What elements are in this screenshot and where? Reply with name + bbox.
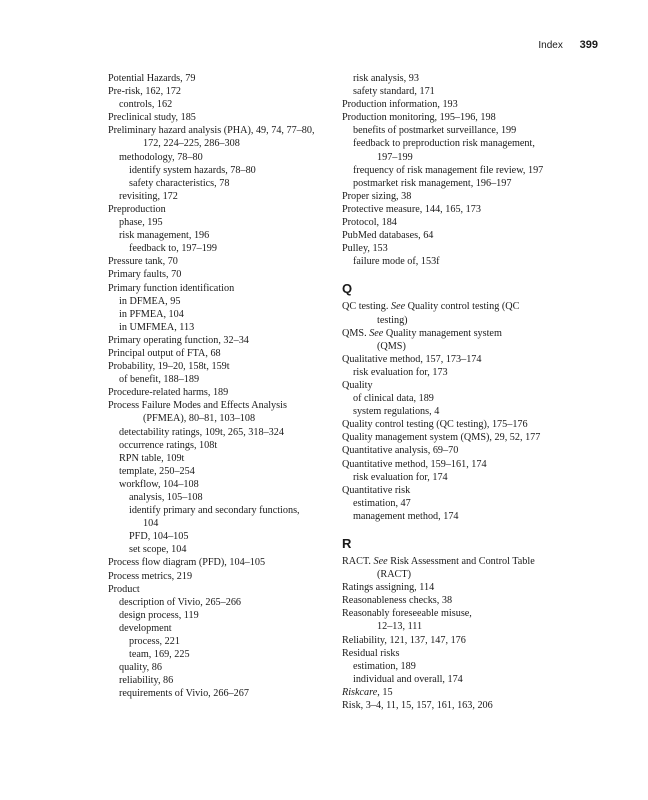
index-entry: risk evaluation for, 173 xyxy=(353,366,448,378)
index-entry: design process, 119 xyxy=(119,609,199,621)
section-label: Index xyxy=(538,40,563,51)
index-entry: in PFMEA, 104 xyxy=(119,308,184,320)
index-entry: Quantitative method, 159–161, 174 xyxy=(342,458,487,470)
index-entry: Reliability, 121, 137, 147, 176 xyxy=(342,634,466,646)
index-entry: estimation, 47 xyxy=(353,497,411,509)
index-entry: Preliminary hazard analysis (PHA), 49, 74, 77–80, xyxy=(108,125,315,137)
index-entry: quality, 86 xyxy=(119,662,162,674)
index-entry: reliability, 86 xyxy=(119,675,174,687)
index-entry: detectability ratings, 109t, 265, 318–324 xyxy=(119,426,284,438)
index-entry: template, 250–254 xyxy=(119,465,195,477)
section-letter: R xyxy=(342,536,352,551)
index-entry: Quantitative analysis, 69–70 xyxy=(342,445,459,457)
index-entry: Primary faults, 70 xyxy=(108,269,182,281)
index-entry: Pressure tank, 70 xyxy=(108,256,178,268)
index-entry: Quality control testing (QC testing), 175–176 xyxy=(342,419,528,431)
index-entry: (PFMEA), 80–81, 103–108 xyxy=(143,413,256,425)
index-entry: Reasonableness checks, 38 xyxy=(342,595,453,607)
index-entry: Riskcare, 15 xyxy=(342,686,393,698)
index-entry: safety standard, 171 xyxy=(353,86,435,98)
index-entry: in DFMEA, 95 xyxy=(119,295,181,307)
index-entry: Protective measure, 144, 165, 173 xyxy=(342,203,481,215)
index-entry: team, 169, 225 xyxy=(129,649,190,661)
index-entry: of benefit, 188–189 xyxy=(119,374,200,386)
index-entry: Principal output of FTA, 68 xyxy=(108,347,221,359)
index-entry: Process Failure Modes and Effects Analysis xyxy=(108,400,287,412)
index-entry: 104 xyxy=(143,518,159,530)
index-entry: RPN table, 109t xyxy=(119,452,185,464)
index-entry: Primary operating function, 32–34 xyxy=(108,334,249,346)
index-entry: frequency of risk management file review, 197 xyxy=(353,164,544,176)
index-entry: 172, 224–225, 286–308 xyxy=(143,138,240,150)
page-number: 399 xyxy=(579,39,598,51)
index-entry: development xyxy=(119,622,172,634)
index-entry: process, 221 xyxy=(129,636,180,648)
index-entry: Primary function identification xyxy=(108,282,235,294)
index-entry: RACT. See Risk Assessment and Control Table xyxy=(342,556,535,567)
index-entry: estimation, 189 xyxy=(353,660,416,672)
index-entry: methodology, 78–80 xyxy=(119,151,203,163)
index-entry: phase, 195 xyxy=(119,217,163,229)
index-entry: feedback to preproduction risk management, xyxy=(353,138,535,150)
index-entry: system regulations, 4 xyxy=(353,406,440,418)
index-column-right xyxy=(342,72,592,712)
index-entry: identify primary and secondary functions, xyxy=(129,505,300,517)
index-entry: 12–13, 111 xyxy=(377,621,423,633)
index-entry: Preproduction xyxy=(108,203,166,215)
index-entry: risk management, 196 xyxy=(119,230,210,242)
index-entry: Qualitative method, 157, 173–174 xyxy=(342,353,482,365)
index-entry: feedback to, 197–199 xyxy=(129,243,217,255)
index-entry: identify system hazards, 78–80 xyxy=(129,164,256,176)
index-entry: controls, 162 xyxy=(119,99,173,111)
index-entry: Quality management system (QMS), 29, 52, 177 xyxy=(342,432,541,444)
index-entry: Preclinical study, 185 xyxy=(108,112,196,124)
index-entry: revisiting, 172 xyxy=(119,190,178,202)
index-entry: Ratings assigning, 114 xyxy=(342,582,435,594)
index-entry: 197–199 xyxy=(377,151,413,163)
index-entry: PFD, 104–105 xyxy=(129,531,189,543)
index-entry: Product xyxy=(108,583,140,595)
index-entry: Probability, 19–20, 158t, 159t xyxy=(108,361,230,373)
index-entry: Process metrics, 219 xyxy=(108,570,193,582)
index-entry: Process flow diagram (PFD), 104–105 xyxy=(108,557,266,569)
index-column-left xyxy=(108,72,328,701)
index-entry: QMS. See Quality management system xyxy=(342,327,502,339)
index-entry: description of Vivio, 265–266 xyxy=(119,596,242,608)
index-entry: Pulley, 153 xyxy=(342,243,388,255)
index-entry: requirements of Vivio, 266–267 xyxy=(119,688,249,700)
index-entry: set scope, 104 xyxy=(129,544,187,556)
index-entry: management method, 174 xyxy=(353,510,459,522)
index-entry: Procedure-related harms, 189 xyxy=(108,387,229,399)
index-entry: failure mode of, 153f xyxy=(353,256,440,268)
index-entry: Potential Hazards, 79 xyxy=(108,73,196,84)
index-entry: safety characteristics, 78 xyxy=(129,177,230,189)
index-entry: Protocol, 184 xyxy=(342,217,397,229)
index-entry: Production monitoring, 195–196, 198 xyxy=(342,112,496,124)
index-entry: risk analysis, 93 xyxy=(353,73,419,84)
index-entry: postmarket risk management, 196–197 xyxy=(353,177,512,189)
index-entry: Risk, 3–4, 11, 15, 157, 161, 163, 206 xyxy=(342,700,493,712)
section-letter: Q xyxy=(342,281,353,297)
index-entry: PubMed databases, 64 xyxy=(342,230,434,242)
index-entry: Quality xyxy=(342,379,373,391)
index-entry: Proper sizing, 38 xyxy=(342,190,412,202)
running-header xyxy=(538,39,598,51)
index-entry: testing) xyxy=(377,314,408,326)
index-entry: analysis, 105–108 xyxy=(129,492,203,503)
index-entry: Residual risks xyxy=(342,647,400,659)
index-entry: (QMS) xyxy=(377,340,406,352)
index-entry: of clinical data, 189 xyxy=(353,393,434,405)
index-entry: individual and overall, 174 xyxy=(353,673,463,685)
index-entry: Production information, 193 xyxy=(342,99,458,111)
index-entry: workflow, 104–108 xyxy=(119,478,199,490)
index-entry: occurrence ratings, 108t xyxy=(119,439,218,451)
index-entry: Pre-risk, 162, 172 xyxy=(108,86,182,98)
index-entry: benefits of postmarket surveillance, 199 xyxy=(353,125,517,137)
index-entry: Quantitative risk xyxy=(342,484,411,496)
index-entry: in UMFMEA, 113 xyxy=(119,321,195,333)
index-entry: risk evaluation for, 174 xyxy=(353,471,448,483)
index-entry: QC testing. See Quality control testing (QC xyxy=(342,301,520,313)
index-entry: Reasonably foreseeable misuse, xyxy=(342,608,472,620)
index-entry: (RACT) xyxy=(377,569,411,581)
